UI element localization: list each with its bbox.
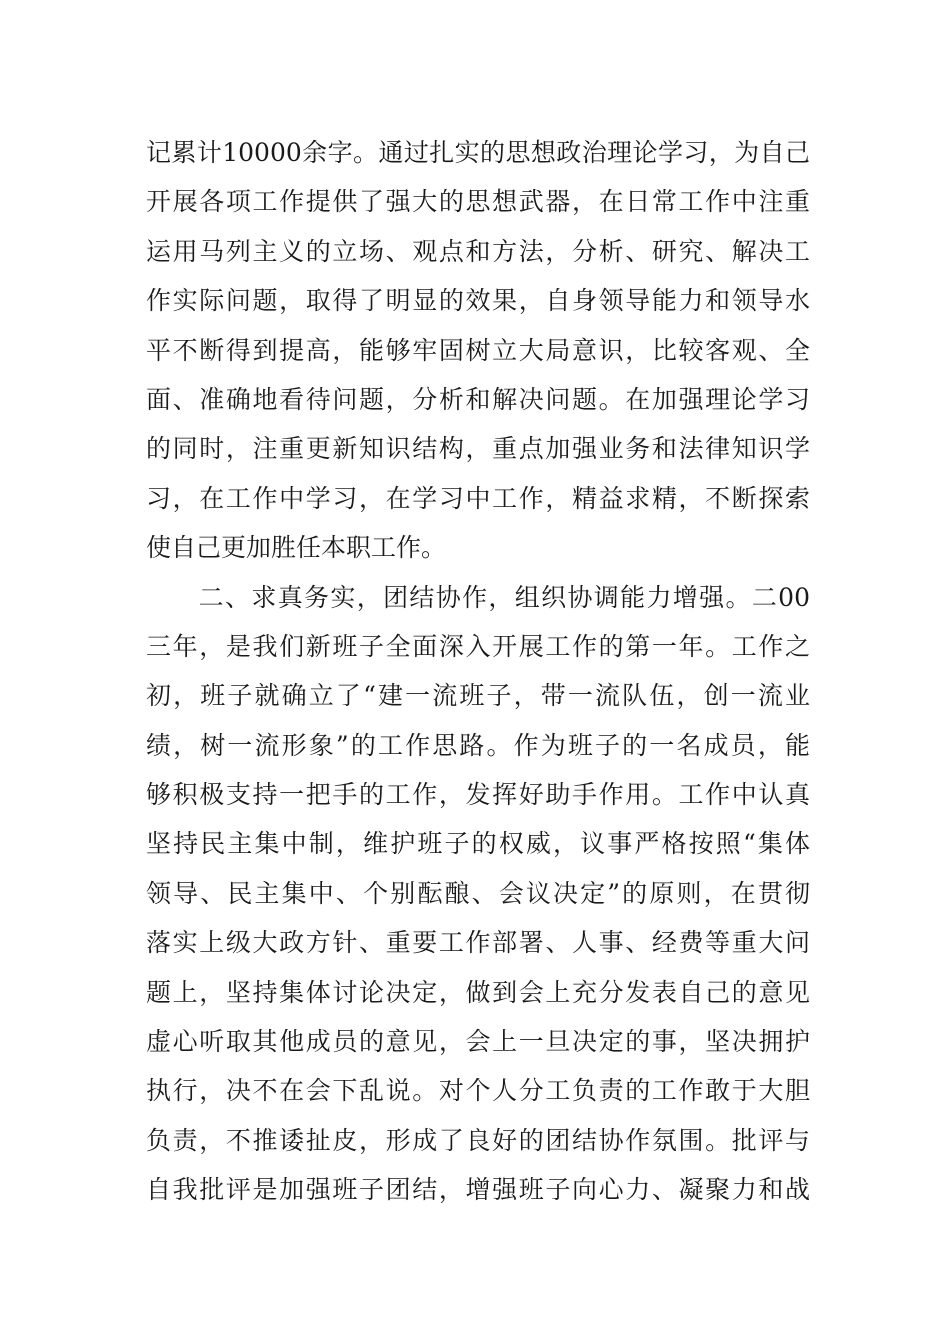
text-line: 记累计10000余字。通过扎实的思想政治理论学习，为自己	[146, 138, 810, 167]
text-line: 开展各项工作提供了强大的思想武器，在日常工作中注重	[146, 187, 810, 217]
paragraph-end-line: 使自己更加胜任本职工作。	[146, 533, 447, 563]
text-line: 坚持民主集中制，维护班子的权威，议事严格按照“集体	[146, 829, 810, 859]
text-line: 虚心听取其他成员的意见，会上一旦决定的事，坚决拥护	[146, 1027, 810, 1057]
text-line: 三年，是我们新班子全面深入开展工作的第一年。工作之	[146, 631, 810, 661]
text-line: 自我批评是加强班子团结，增强班子向心力、凝聚力和战	[146, 1175, 810, 1205]
text-line: 执行，决不在会下乱说。对个人分工负责的工作敢于大胆	[146, 1076, 810, 1106]
text-line: 平不断得到提高，能够牢固树立大局意识，比较客观、全	[146, 335, 810, 365]
text-line: 绩，树一流形象”的工作思路。作为班子的一名成员，能	[146, 730, 810, 760]
text-line: 落实上级大政方针、重要工作部署、人事、经费等重大问	[146, 928, 810, 958]
section-heading-line: 二、求真务实，团结协作，组织协调能力增强。二00	[146, 582, 810, 612]
document-body	[146, 128, 810, 1215]
text-line: 面、准确地看待问题，分析和解决问题。在加强理论学习	[146, 384, 810, 414]
text-line: 领导、民主集中、个别酝酿、会议决定”的原则，在贯彻	[146, 878, 810, 908]
text-line: 作实际问题，取得了明显的效果，自身领导能力和领导水	[146, 286, 810, 316]
text-line: 初，班子就确立了“建一流班子，带一流队伍，创一流业	[146, 681, 810, 711]
text-line: 负责，不推诿扯皮，形成了良好的团结协作氛围。批评与	[146, 1125, 810, 1155]
text-line: 题上，坚持集体讨论决定，做到会上充分发表自己的意见	[146, 977, 810, 1007]
text-line: 运用马列主义的立场、观点和方法，分析、研究、解决工	[146, 236, 810, 266]
text-line: 习，在工作中学习，在学习中工作，精益求精，不断探索	[146, 483, 810, 513]
text-line: 够积极支持一把手的工作，发挥好助手作用。工作中认真	[146, 780, 810, 810]
text-line: 的同时，注重更新知识结构，重点加强业务和法律知识学	[146, 434, 810, 464]
